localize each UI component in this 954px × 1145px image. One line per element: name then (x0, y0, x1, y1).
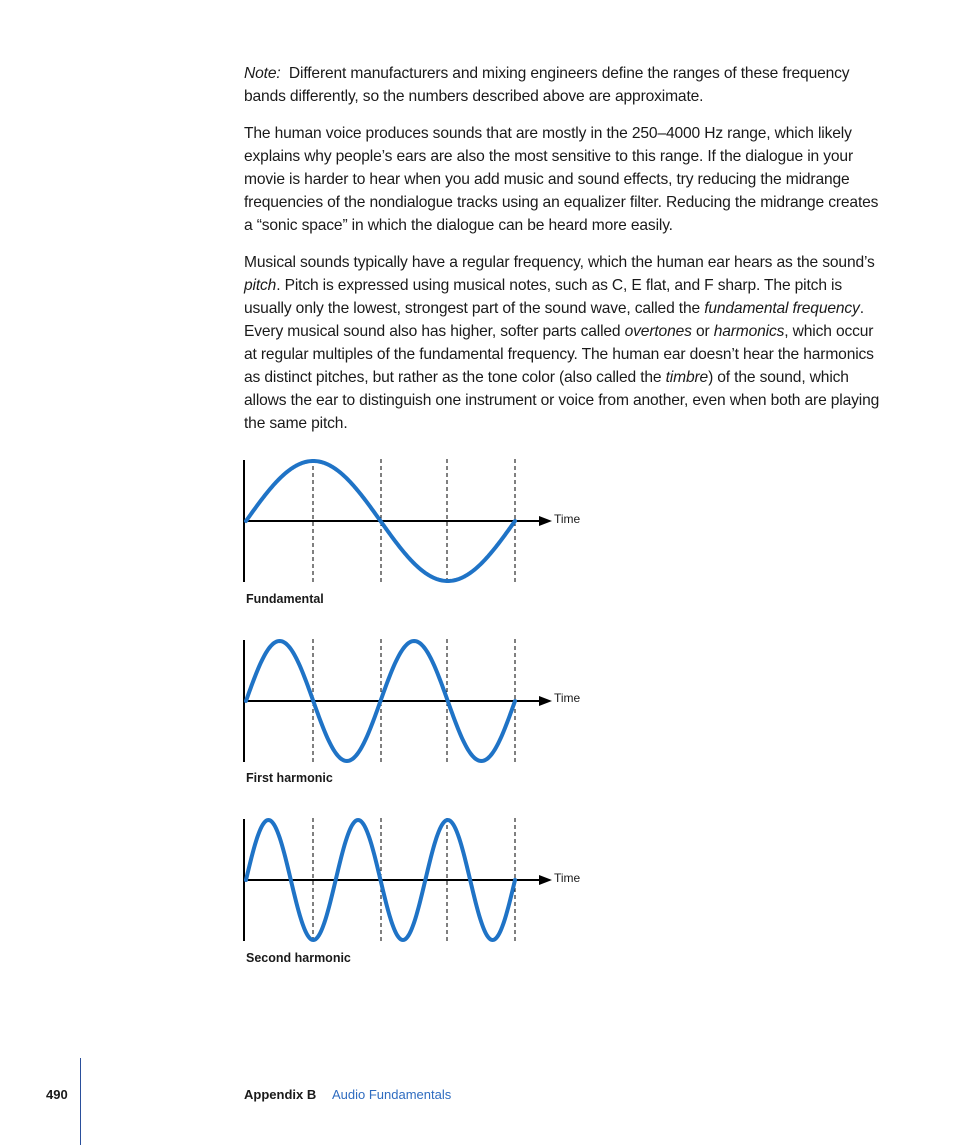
musical-text-2: . Pitch is expressed using musical notes, such as C, E flat, and F sharp. The pitch is usually only the lowest, strongest part of the sound wave, called the (244, 277, 842, 317)
term-overtones: overtones (624, 323, 692, 340)
first-harmonic-caption: First harmonic (246, 771, 333, 785)
footer-chapter-link[interactable]: Audio Fundamentals (332, 1087, 452, 1102)
time-axis-label: Time (554, 871, 581, 885)
footer-divider (80, 1058, 81, 1145)
footer-appendix: Appendix B (244, 1087, 317, 1102)
musical-text-1: Musical sounds typically have a regular frequency, which the human ear hears as the sound’s (244, 254, 875, 271)
time-axis-arrow-icon (539, 696, 552, 706)
voice-paragraph (244, 122, 880, 237)
note-paragraph (244, 62, 880, 108)
note-lead: Note: (244, 65, 281, 82)
fundamental-wave-diagram (236, 456, 596, 586)
musical-text-6: ) of the sound, which allows the ear to distinguish one instrument or voice from another, even when both are playing the same pitch. (244, 369, 880, 432)
voice-paragraph-text: The human voice produces sounds that are mostly in the 250–4000 Hz range, which likely explains why people’s ears are also the most sensitive to this range. If the dialogue in your movie is harder to hear when you add music and sound effects, try reducing the midrange frequencies of the nondialogue tracks using an equalizer filter. Reducing the midrange creates a “sonic space” in which the dialogue can be heard more easily. (244, 125, 879, 234)
time-axis-arrow-icon (539, 875, 552, 885)
time-axis-label: Time (554, 512, 581, 526)
term-pitch: pitch (244, 277, 277, 294)
term-fundamental-frequency: fundamental frequency (704, 300, 860, 317)
musical-text-4: or (691, 323, 714, 340)
second-harmonic-caption: Second harmonic (246, 951, 351, 965)
term-timbre: timbre (665, 369, 709, 386)
fundamental-caption: Fundamental (246, 592, 324, 606)
time-axis-arrow-icon (539, 516, 552, 526)
note-text: Different manufacturers and mixing engineers define the ranges of these frequency bands differently, so the numbers described above are approximate. (244, 65, 850, 105)
page-number: 490 (46, 1087, 68, 1102)
first-harmonic-wave-diagram (236, 636, 596, 766)
musical-text-3: . Every musical sound also has higher, softer parts called (244, 300, 864, 340)
musical-paragraph (244, 251, 880, 435)
time-axis-label: Time (554, 691, 581, 705)
musical-text-5: , which occur at regular multiples of the fundamental frequency. The human ear doesn’t hear the harmonics as distinct pitches, but rather as the tone color (also called the (244, 323, 874, 386)
term-harmonics: harmonics (713, 323, 785, 340)
second-harmonic-wave-diagram (236, 815, 596, 945)
